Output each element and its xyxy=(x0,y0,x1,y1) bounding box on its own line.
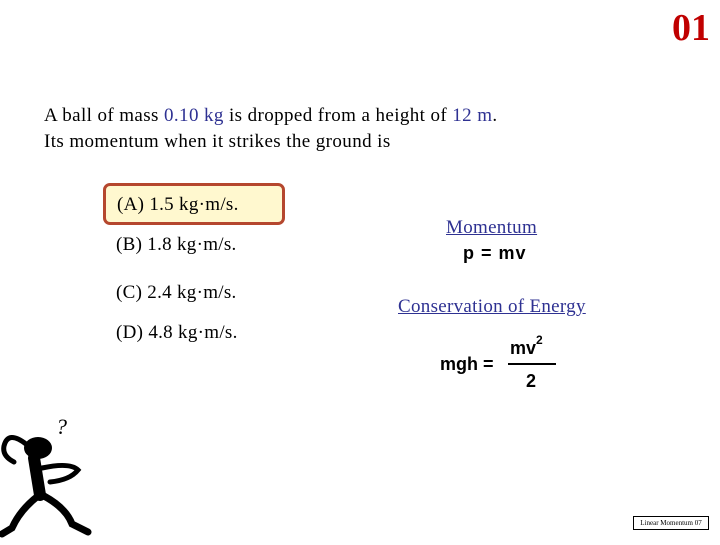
energy-formula-lhs: mgh = xyxy=(440,354,494,374)
choice-a[interactable]: (A) 1.5 kg·m/s. xyxy=(103,183,285,225)
energy-formula-denominator: 2 xyxy=(526,371,537,391)
footer-label: Linear Momentum 07 xyxy=(633,516,709,530)
question-line1-pre: A ball of mass xyxy=(44,105,164,126)
momentum-heading: Momentum xyxy=(446,217,538,238)
question-mass: 0.10 kg xyxy=(164,105,224,126)
energy-heading: Conservation of Energy xyxy=(398,296,586,317)
choice-b[interactable]: (B) 1.8 kg·m/s. xyxy=(116,234,237,255)
question-height: 12 m xyxy=(452,105,493,126)
energy-exponent: 2 xyxy=(536,333,543,347)
question-line2: Its momentum when it strikes the ground is xyxy=(44,131,391,152)
slide-number: 01 xyxy=(672,7,710,49)
choice-d[interactable]: (D) 4.8 kg·m/s. xyxy=(116,322,238,343)
energy-numerator-text: mv xyxy=(510,338,537,358)
momentum-formula: p = mv xyxy=(463,243,527,263)
question-line1-end: . xyxy=(492,105,498,126)
svg-text:?: ? xyxy=(56,414,67,439)
question-line1-mid: is dropped from a height of xyxy=(223,105,453,126)
energy-formula xyxy=(440,333,570,396)
choice-c[interactable]: (C) 2.4 kg·m/s. xyxy=(116,282,237,303)
fraction-bar xyxy=(508,363,556,365)
energy-formula-numerator xyxy=(510,333,543,359)
question-text xyxy=(44,103,684,155)
thinking-person-icon xyxy=(0,410,110,540)
